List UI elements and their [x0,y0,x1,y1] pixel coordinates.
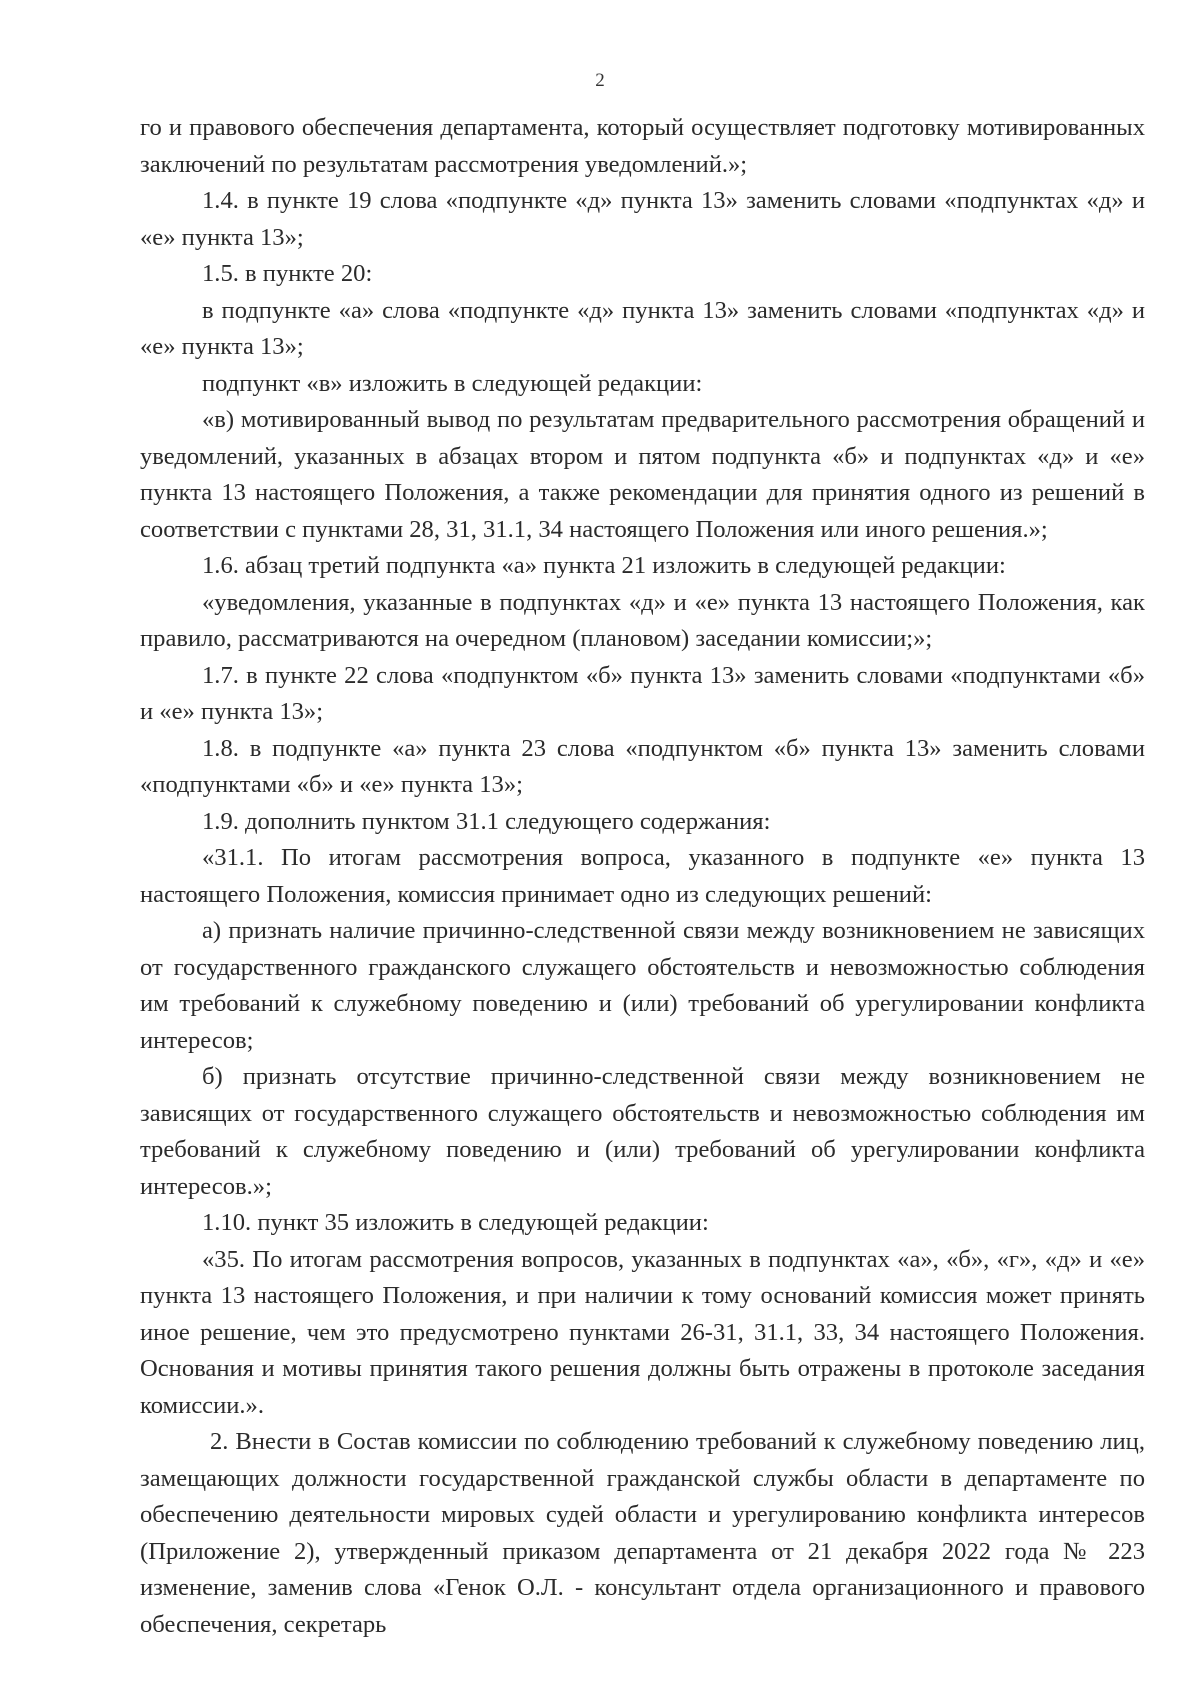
paragraph: «в) мотивированный вывод по результатам предварительного рассмотрения обращений и уведомлений, указанных в абзацах втором и пятом подпункта «б» и подпунктах «д» и «е» пункта 13 настоящего Положения, а также рекомендации для принятия одного из решений в соответствии с пунктами 28, 31, 31.1, 34 настоящего Положения или иного решения.»; [140,406,1145,543]
paragraph: в подпункте «а» слова «подпункте «д» пункта 13» заменить словами «подпунктах «д» и «е» пункта 13»; [140,296,1145,360]
paragraph: 1.9. дополнить пунктом 31.1 следующего содержания: [202,807,771,835]
paragraph: «31.1. По итогам рассмотрения вопроса, указанного в подпункте «е» пункта 13 настоящего Положения, комиссия принимает одно из следующих решений: [140,844,1145,908]
paragraph: подпункт «в» изложить в следующей редакции: [202,369,703,397]
paragraph: «35. По итогам рассмотрения вопросов, указанных в подпунктах «а», «б», «г», «д» и «е» пункта 13 настоящего Положения, и при наличии к тому оснований комиссия может принять иное решение, чем это предусмотрено пунктами 26-31, 31.1, 33, 34 настоящего Положения. Основания и мотивы принятия такого решения должны быть отражены в протоколе заседания комиссии.». [140,1245,1145,1419]
paragraph: б) признать отсутствие причинно-следственной связи между возникновением не зависящих от государственного служащего обстоятельств и невозможностью соблюдения им требований к служебному поведению и (или) требований об урегулировании конфликта интересов.»; [140,1063,1145,1200]
paragraph: 1.5. в пункте 20: [202,260,373,287]
paragraph: 1.7. в пункте 22 слова «подпунктом «б» пункта 13» заменить словами «подпунктами «б» и «е» пункта 13»; [140,661,1145,725]
page-number: 2 [595,70,605,91]
paragraph: 1.4. в пункте 19 слова «подпункте «д» пункта 13» заменить словами «подпунктах «д» и «е» пункта 13»; [140,187,1145,251]
paragraph: го и правового обеспечения департамента, который осуществляет подготовку мотивированных заключений по результатам рассмотрения уведомлений.»; [140,114,1145,178]
paragraph: 1.10. пункт 35 изложить в следующей редакции: [202,1209,709,1236]
document-body [140,110,1145,1643]
paragraph: 1.6. абзац третий подпункта «а» пункта 21 изложить в следующей редакции: [202,552,1006,579]
paragraph: «уведомления, указанные в подпунктах «д» и «е» пункта 13 настоящего Положения, как правило, рассматриваются на очередном (плановом) заседании комиссии;»; [140,588,1145,652]
paragraph: 1.8. в подпункте «а» пункта 23 слова «подпунктом «б» пункта 13» заменить словами «подпунктами «б» и «е» пункта 13»; [140,734,1145,798]
paragraph: а) признать наличие причинно-следственной связи между возникновением не зависящих от государственного гражданского служащего обстоятельств и невозможностью соблюдения им требований к служебному поведению и (или) требований об урегулировании конфликта интересов; [140,917,1145,1054]
paragraph: 2. Внести в Состав комиссии по соблюдению требований к служебному поведению лиц, замещающих должности государственной гражданской службы области в департаменте по обеспечению деятельности мировых судей области и урегулированию конфликта интересов (Приложение 2), утвержденный приказом департамента от 21 декабря 2022 года № 223 изменение, заменив слова «Генок О.Л. - консультант отдела организационного и правового обеспечения, секретарь [140,1428,1145,1638]
